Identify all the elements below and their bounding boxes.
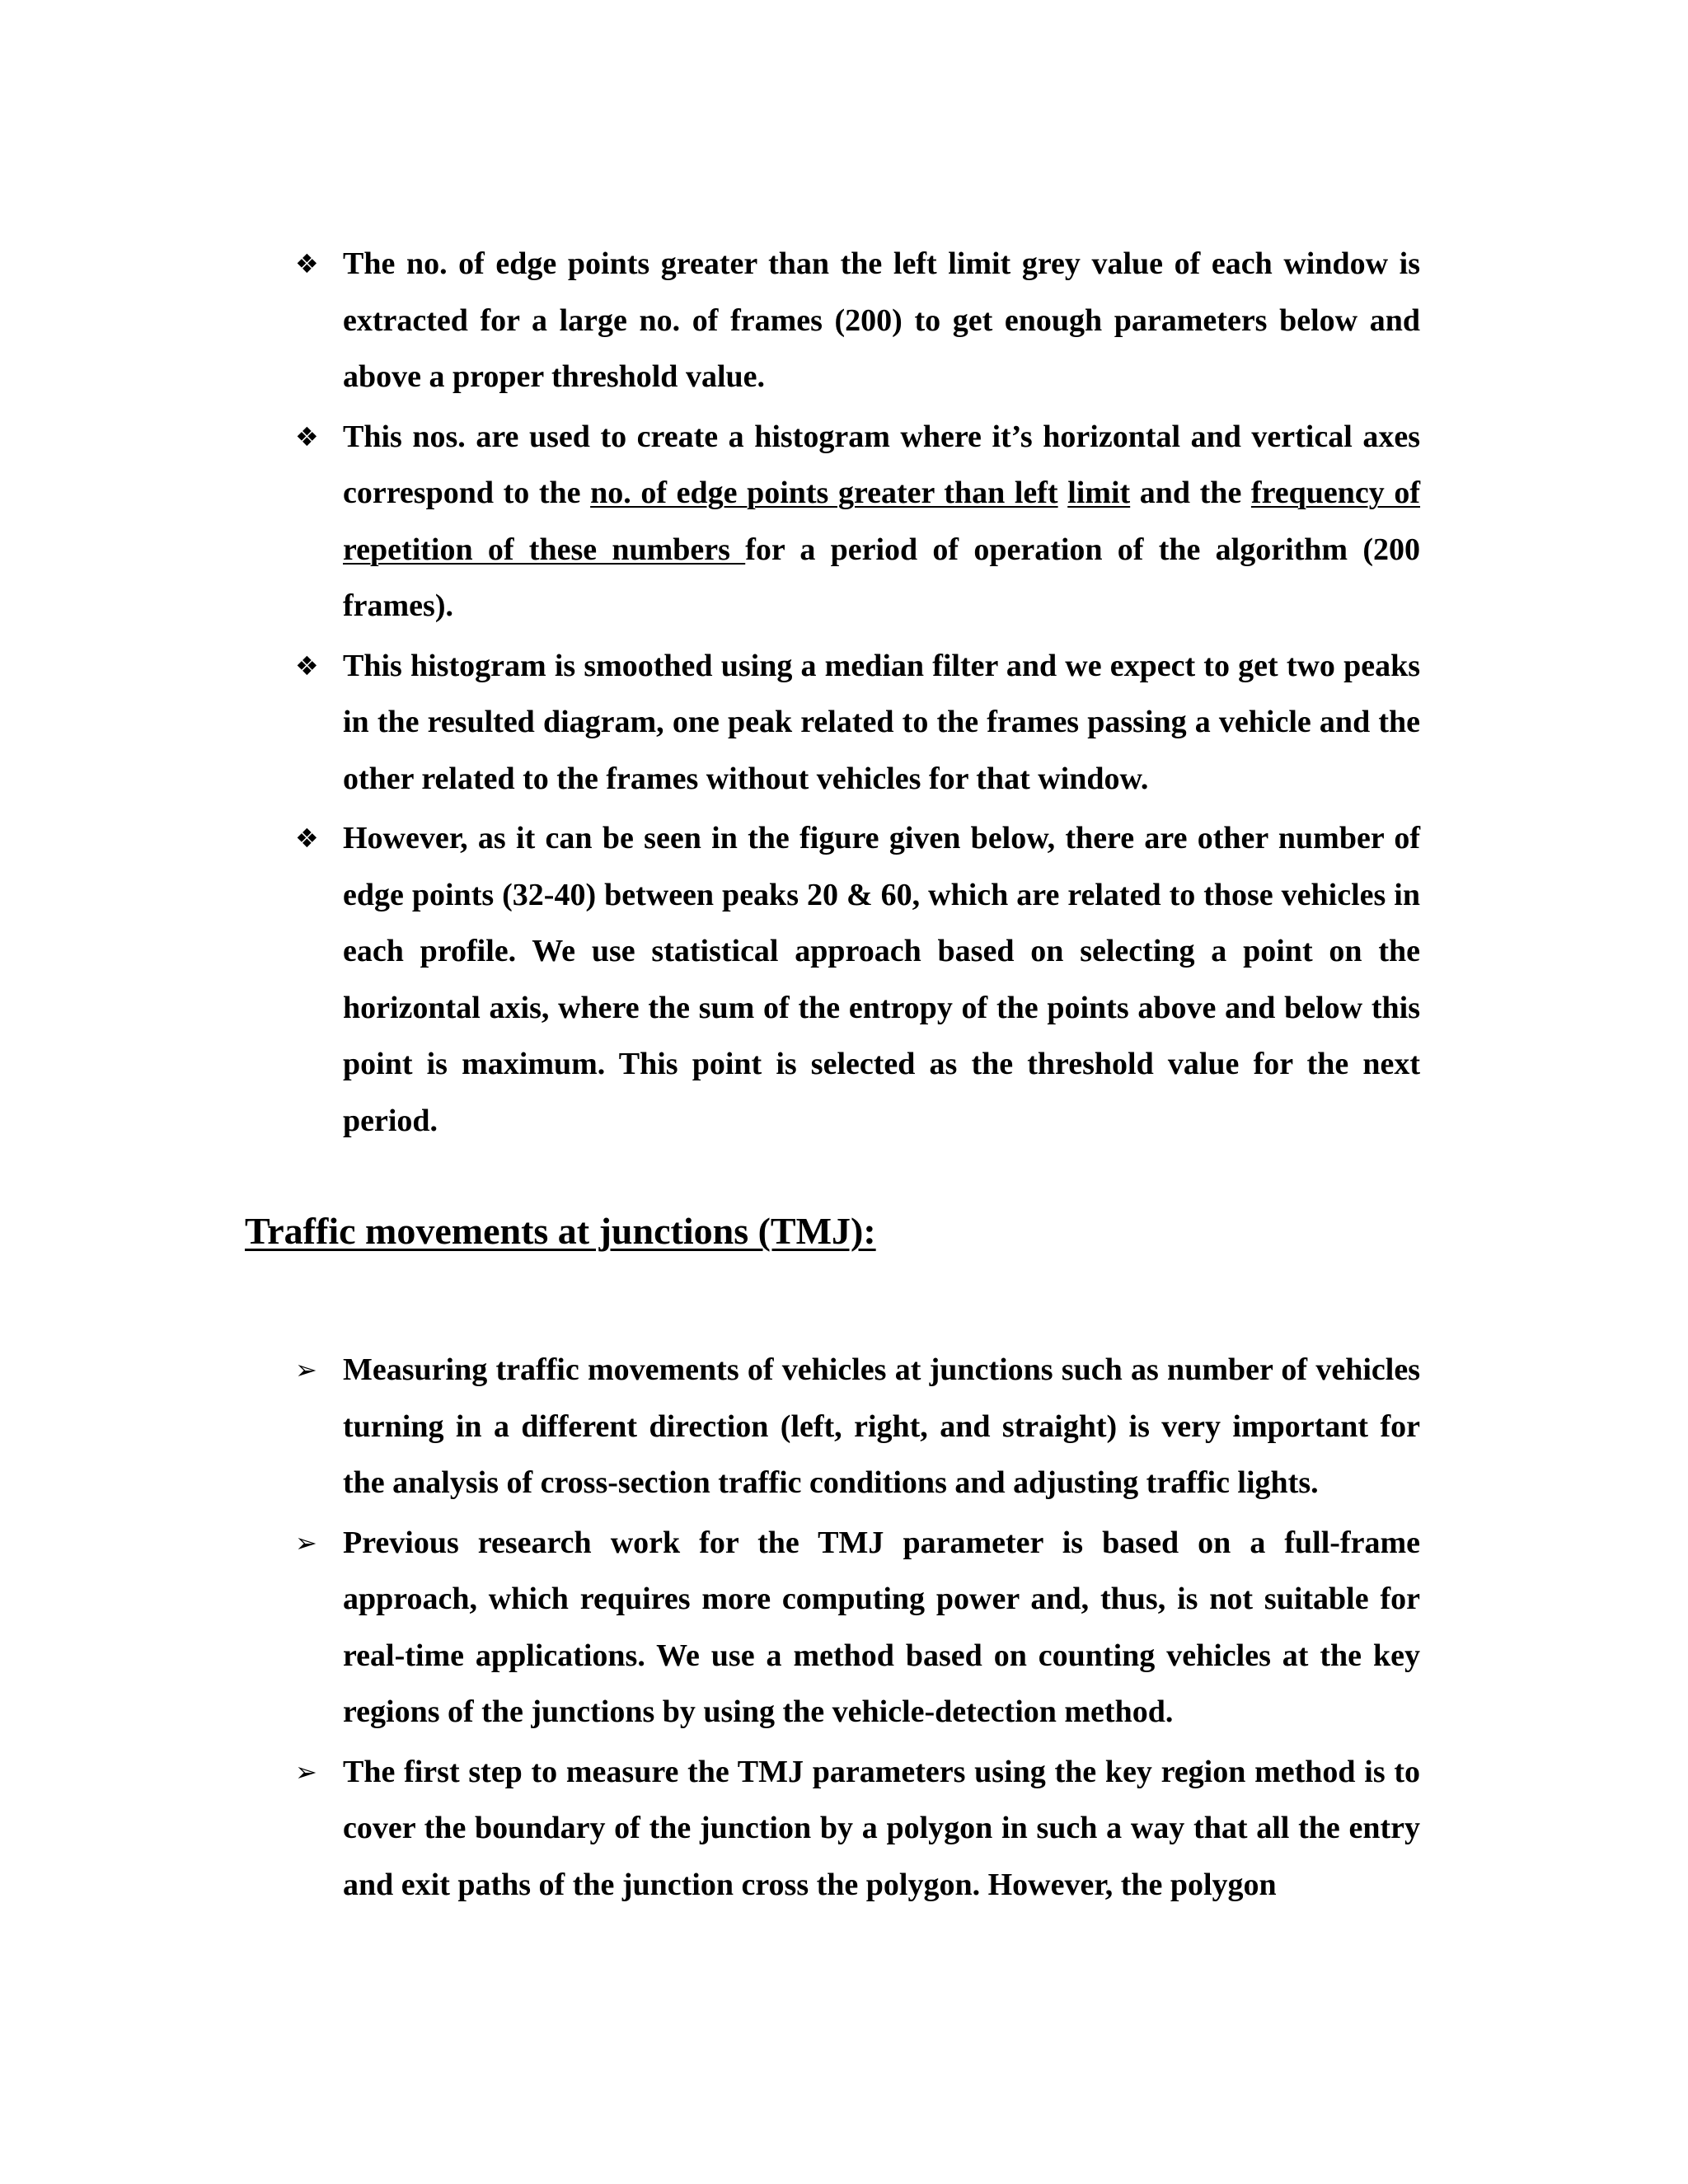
list-item-text: The no. of edge points greater than the left limit grey value of each window is extracted for a large no. of frames (200) to get enough parameters below and above a proper threshold value. <box>343 246 1420 394</box>
bullet-list-edge-points <box>0 236 1688 1152</box>
diamond-bullet-icon: ❖ <box>295 248 319 279</box>
arrow-bullet-icon: ➢ <box>295 1755 317 1788</box>
underlined-phrase: frequency of repetition of these numbers <box>343 476 1421 567</box>
list-item <box>295 236 1420 405</box>
list-item <box>295 1342 1420 1511</box>
list-item-text: The first step to measure the TMJ parameters using the key region method is to cover the boundary of the junction by a polygon in such a way that all the entry and exit paths of the junction cross the polygon. However, the polygon <box>343 1754 1420 1902</box>
list-item <box>295 1515 1420 1741</box>
list-item <box>295 409 1421 635</box>
arrow-bullet-icon: ➢ <box>295 1354 317 1385</box>
list-item-text <box>1058 476 1068 510</box>
list-item-text: This nos. are used to create a histogram where it’s horizontal and vertical axes correspond to the <box>343 419 1420 510</box>
bullet-list-tmj <box>0 1342 1688 1916</box>
section-heading: Traffic movements at junctions (TMJ): <box>245 1210 876 1252</box>
list-item-text: and the <box>1130 476 1251 510</box>
list-item <box>295 1744 1420 1914</box>
underlined-phrase: limit <box>1067 476 1131 510</box>
list-item-text: Previous research work for the TMJ parameter is based on a full-frame approach, which requires more computing power and, thus, is not suitable for real-time applications. We use a method based on counting vehicles at the key regions of the junctions by using the vehicle-detection method. <box>343 1525 1420 1729</box>
diamond-bullet-icon: ❖ <box>295 823 319 854</box>
list-item-text: This histogram is smoothed using a median filter and we expect to get two peaks in the resulted diagram, one peak related to the frames passing a vehicle and the other related to the frames without vehicles for that window. <box>343 648 1420 796</box>
arrow-bullet-icon: ➢ <box>295 1526 317 1558</box>
diamond-bullet-icon: ❖ <box>295 649 319 682</box>
list-item-text: for a period of operation of the algorithm (200 frames). <box>343 532 1420 623</box>
underlined-phrase: no. of edge points greater than left <box>590 476 1058 510</box>
list-item <box>295 638 1420 808</box>
list-item <box>295 810 1420 1149</box>
diamond-bullet-icon: ❖ <box>295 420 319 452</box>
list-item-text: However, as it can be seen in the figure given below, there are other number of edge points (32-40) between peaks 20 & 60, which are related to those vehicles in each profile. We use statistical approach based on selecting a point on the horizontal axis, where the sum of the entropy of the points above and below this point is maximum. This point is selected as the threshold value for the next period. <box>343 821 1420 1138</box>
list-item-text: Measuring traffic movements of vehicles at junctions such as number of vehicles turning in a different direction (left, right, and straight) is very important for the analysis of cross-section traffic conditions and adjusting traffic lights. <box>343 1352 1420 1500</box>
